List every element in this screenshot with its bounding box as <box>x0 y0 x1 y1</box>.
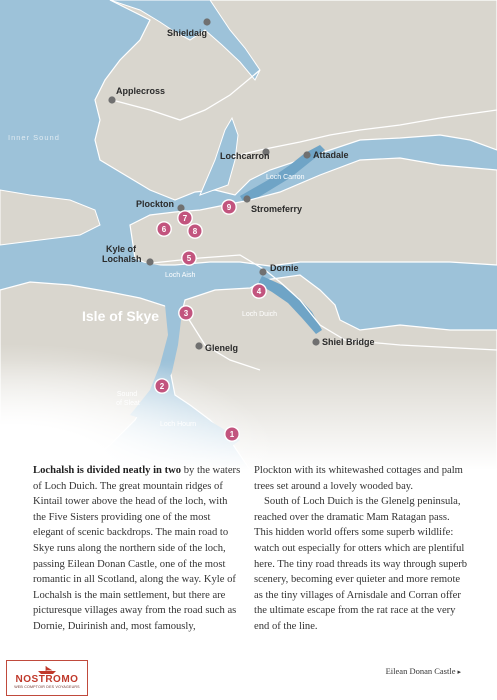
marker-1[interactable] <box>225 427 239 441</box>
article-lead: Lochalsh is divided neatly in two <box>33 465 182 476</box>
label-glenelg: Glenelg <box>205 343 239 353</box>
town-dot-shiel-bridge <box>312 338 319 345</box>
isle-of-skye-label: Isle of Skye <box>82 308 160 324</box>
article-paragraph-2: South of Loch Duich is the Glenelg peninsula, reached over the dramatic Mam Ratagan pass. This hidden world offers some superb wildlife: watch out especially for otters which are plentiful here. The tiny road threads its way through superb scenery, becoming ever quieter and more remote as the tiny villages of Arnisdale and Corran offer the ultimate escape from the rat race at the very end of the line. <box>254 496 468 632</box>
article-paragraph-1-continued: Plockton with its whitewashed cottages and palm trees set around a lovely wooded bay. <box>254 465 463 492</box>
label-kyle-line1: Kyle of <box>106 244 137 254</box>
marker-2[interactable] <box>155 379 169 393</box>
svg-text:2: 2 <box>159 382 165 391</box>
svg-text:3: 3 <box>183 309 189 318</box>
loch-duich-label: Loch Duich <box>242 311 278 318</box>
article-column-left <box>33 463 243 635</box>
logo-tagline: WEB COMPTOIR DES VOYAGEURS <box>14 685 80 689</box>
marker-8[interactable] <box>188 224 202 238</box>
svg-text:1: 1 <box>229 430 235 439</box>
nostromo-logo[interactable] <box>6 660 88 696</box>
town-dot-kyle <box>146 258 153 265</box>
label-kyle-line2: Lochalsh <box>102 254 142 264</box>
town-dot-applecross <box>108 96 115 103</box>
label-kyle <box>102 244 142 264</box>
label-applecross: Applecross <box>116 86 166 96</box>
label-plockton: Plockton <box>136 199 175 209</box>
label-attadale: Attadale <box>313 150 349 160</box>
svg-text:8: 8 <box>192 227 198 236</box>
town-dot-glenelg <box>195 342 202 349</box>
article-paragraph-1 <box>33 463 243 635</box>
marker-6[interactable] <box>157 222 171 236</box>
inner-sound-label: Inner Sound <box>8 133 60 142</box>
svg-text:5: 5 <box>186 254 192 263</box>
caption-arrow-icon: ▸ <box>457 668 461 676</box>
label-dornie: Dornie <box>270 263 299 273</box>
ship-icon <box>36 666 58 674</box>
label-shieldaig: Shieldaig <box>167 28 208 38</box>
label-shiel-bridge: Shiel Bridge <box>322 337 375 347</box>
town-dot-stromeferry <box>243 195 250 202</box>
svg-text:9: 9 <box>226 203 232 212</box>
logo-wordmark: NOSTROMO <box>15 674 79 685</box>
article-paragraph-1-text: by the waters of Loch Duich. The great mountain ridges of Kintail tower above the head of the loch, with the Five Sisters providing one of the most elegant of scenic backdrops. The main road to Skye runs along the northern side of the loch, passing Eilean Donan Castle, one of the most romantic in all Scotland, along the way. Kyle of Lochalsh is the main settlement, but there are picturesque villages away from the road such as Dornie, Duirinish and, most famously, <box>33 465 241 632</box>
svg-text:7: 7 <box>182 214 188 223</box>
marker-7[interactable] <box>178 211 192 225</box>
marker-3[interactable] <box>179 306 193 320</box>
svg-text:6: 6 <box>161 225 167 234</box>
svg-text:4: 4 <box>256 287 262 296</box>
loch-alsh-label: Loch Aish <box>165 272 196 279</box>
photo-caption[interactable] <box>386 666 461 676</box>
sound-of-sleat-line1: Sound <box>116 391 138 398</box>
marker-4[interactable] <box>252 284 266 298</box>
marker-5[interactable] <box>182 251 196 265</box>
loch-hourn-label: Loch Hourn <box>160 421 197 428</box>
marker-9[interactable] <box>222 200 236 214</box>
sound-of-sleat-line2: of Sleat <box>116 400 140 407</box>
caption-text: Eilean Donan Castle <box>385 666 456 676</box>
label-lochcarron: Lochcarron <box>220 151 270 161</box>
loch-carron-label: Loch Carron <box>266 174 305 181</box>
town-dot-dornie <box>259 268 266 275</box>
town-dot-shieldaig <box>203 18 210 25</box>
article-column-right <box>254 463 469 635</box>
label-stromeferry: Stromeferry <box>251 204 303 214</box>
town-dot-attadale <box>303 151 310 158</box>
